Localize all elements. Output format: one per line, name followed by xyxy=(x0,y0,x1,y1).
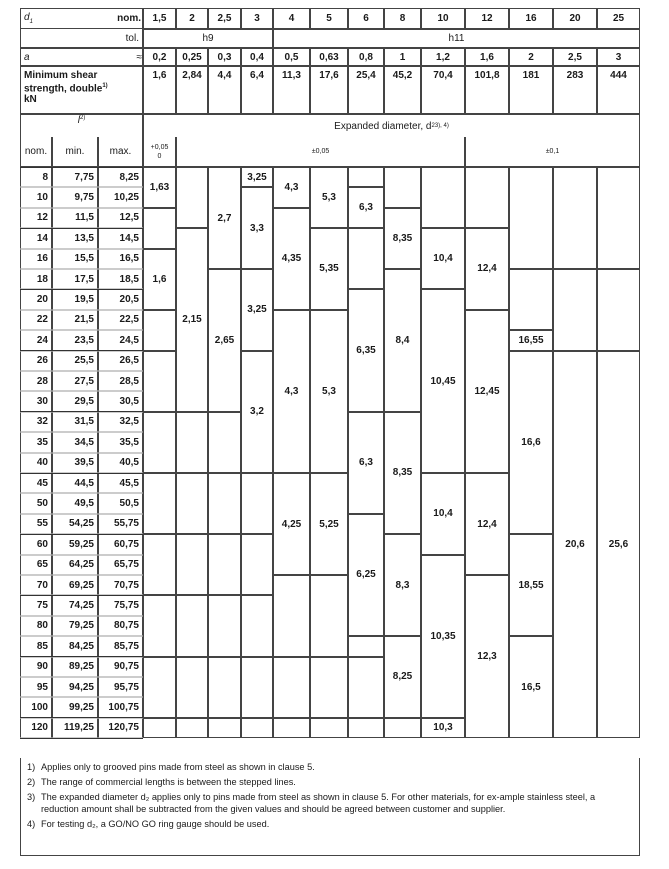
length-nom: 55 xyxy=(20,514,52,534)
shear-label xyxy=(20,66,143,114)
expanded-diameter-value xyxy=(310,657,348,718)
expanded-diameter-value xyxy=(208,534,241,595)
expanded-diameter-value xyxy=(597,269,640,351)
a-value: 2 xyxy=(509,48,553,66)
expanded-diameter-value: 4,25 xyxy=(273,473,310,575)
tolerance-h9: h9 xyxy=(143,29,273,48)
length-max: 60,75 xyxy=(98,534,143,554)
expanded-diameter-value xyxy=(208,657,241,718)
length-max: 8,25 xyxy=(98,167,143,187)
expanded-diameter-value: 10,4 xyxy=(421,473,465,555)
length-max: 24,5 xyxy=(98,330,143,350)
length-min: 94,25 xyxy=(52,677,98,697)
expanded-diameter-value: 1,63 xyxy=(143,167,176,208)
shear-value: 6,4 xyxy=(241,66,273,114)
a-value: 0,8 xyxy=(348,48,384,66)
d1-nom-value: 1,5 xyxy=(143,8,176,29)
length-max: 75,75 xyxy=(98,595,143,615)
length-min: 29,5 xyxy=(52,391,98,411)
expanded-diameter-value: 16,6 xyxy=(509,351,553,535)
length-nom: 85 xyxy=(20,636,52,656)
length-nom: 100 xyxy=(20,697,52,717)
length-nom: 75 xyxy=(20,595,52,615)
expanded-diameter-value xyxy=(553,167,597,269)
expanded-diameter-value: 3,25 xyxy=(241,269,273,351)
length-min: 13,5 xyxy=(52,228,98,248)
expanded-diameter-value xyxy=(348,228,384,289)
a-value: 0,5 xyxy=(273,48,310,66)
length-max: 20,5 xyxy=(98,289,143,309)
footnote-1 xyxy=(27,761,633,773)
length-max: 120,75 xyxy=(98,718,143,738)
row-group-divider xyxy=(20,289,143,290)
expanded-diameter-value: 20,6 xyxy=(553,351,597,739)
shear-footnote-ref: 1) xyxy=(102,83,108,89)
d1-nom-value: 2 xyxy=(176,8,208,29)
d1-nom-value: 8 xyxy=(384,8,421,29)
a-value: 1,2 xyxy=(421,48,465,66)
shear-value: 2,84 xyxy=(176,66,208,114)
expanded-label: Expanded diameter, d xyxy=(334,120,432,132)
expanded-diameter-value: 6,35 xyxy=(348,289,384,411)
d1-subscript: 1 xyxy=(29,19,33,25)
length-min: 99,25 xyxy=(52,697,98,717)
length-min: 74,25 xyxy=(52,595,98,615)
expanded-diameter-value xyxy=(176,657,208,718)
length-min: 59,25 xyxy=(52,534,98,554)
tol-label: tol. xyxy=(20,29,143,48)
a-value: 3 xyxy=(597,48,640,66)
length-col-header: min. xyxy=(52,137,98,167)
length-max: 10,25 xyxy=(98,187,143,207)
expanded-diameter-value xyxy=(208,595,241,656)
expanded-diameter-value: 1,6 xyxy=(143,249,176,310)
length-max: 35,5 xyxy=(98,432,143,452)
shear-value: 181 xyxy=(509,66,553,114)
expanded-diameter-value xyxy=(273,575,310,657)
expanded-diameter-value xyxy=(176,718,208,738)
d1-nom-value: 2,5 xyxy=(208,8,241,29)
footnote-2 xyxy=(27,776,633,788)
length-nom: 24 xyxy=(20,330,52,350)
a-value: 0,25 xyxy=(176,48,208,66)
length-nom: 26 xyxy=(20,351,52,371)
expanded-diameter-value xyxy=(310,718,348,738)
length-nom: 35 xyxy=(20,432,52,452)
expanded-diameter-value xyxy=(143,657,176,718)
expanded-diameter-value: 6,3 xyxy=(348,187,384,228)
expanded-diameter-value: 10,45 xyxy=(421,289,465,473)
length-min: 15,5 xyxy=(52,249,98,269)
length-nom: 30 xyxy=(20,391,52,411)
expanded-diameter-value xyxy=(384,718,421,738)
tolerance-lower: 0 xyxy=(157,152,162,160)
d1-nom-value: 6 xyxy=(348,8,384,29)
expanded-diameter-value xyxy=(176,473,208,534)
tolerance-upper: +0,05 xyxy=(150,143,169,151)
expanded-diameter-value: 16,5 xyxy=(509,636,553,738)
length-nom: 12 xyxy=(20,208,52,228)
a-value: 1,6 xyxy=(465,48,509,66)
length-max: 16,5 xyxy=(98,249,143,269)
length-max: 80,75 xyxy=(98,616,143,636)
expanded-diameter-value: 12,4 xyxy=(465,228,509,310)
row-group-divider xyxy=(20,656,143,657)
expanded-tolerance-1 xyxy=(143,137,176,167)
length-min: 64,25 xyxy=(52,555,98,575)
length-header xyxy=(20,114,143,137)
length-max: 50,5 xyxy=(98,493,143,513)
length-max: 30,5 xyxy=(98,391,143,411)
length-max: 55,75 xyxy=(98,514,143,534)
expanded-diameter-value: 25,6 xyxy=(597,351,640,739)
footnote-text: For testing d₂, a GO/NO GO ring gauge should be used. xyxy=(41,819,270,829)
length-max: 14,5 xyxy=(98,228,143,248)
expanded-diameter-value: 10,35 xyxy=(421,555,465,718)
shear-text-main: Minimum shear strength, double xyxy=(24,70,103,95)
a-value: 2,5 xyxy=(553,48,597,66)
expanded-diameter-value xyxy=(509,167,553,269)
expanded-diameter-value xyxy=(143,718,176,738)
expanded-diameter-value xyxy=(597,167,640,269)
length-max: 12,5 xyxy=(98,208,143,228)
length-min: 89,25 xyxy=(52,657,98,677)
length-min: 31,5 xyxy=(52,412,98,432)
length-max: 28,5 xyxy=(98,371,143,391)
length-min: 119,25 xyxy=(52,718,98,738)
expanded-diameter-value xyxy=(241,657,273,718)
footnote-number: 4) xyxy=(27,819,36,829)
expanded-subscript: 2 xyxy=(431,123,435,129)
expanded-diameter-value xyxy=(241,473,273,534)
d1-nom-value: 5 xyxy=(310,8,348,29)
length-min: 27,5 xyxy=(52,371,98,391)
expanded-diameter-value: 6,3 xyxy=(348,412,384,514)
row-group-divider xyxy=(20,738,143,739)
length-max: 18,5 xyxy=(98,269,143,289)
expanded-diameter-value: 2,15 xyxy=(176,228,208,412)
expanded-diameter-value xyxy=(241,534,273,595)
length-nom: 20 xyxy=(20,289,52,309)
expanded-diameter-value xyxy=(143,595,176,656)
length-nom: 60 xyxy=(20,534,52,554)
footnote-text: The range of commercial lengths is between the stepped lines. xyxy=(41,777,296,787)
expanded-diameter-value xyxy=(509,269,553,330)
expanded-diameter-value xyxy=(348,167,384,187)
shear-value: 101,8 xyxy=(465,66,509,114)
expanded-diameter-value xyxy=(208,412,241,473)
length-nom: 65 xyxy=(20,555,52,575)
expanded-diameter-value xyxy=(176,595,208,656)
length-min: 44,5 xyxy=(52,473,98,493)
footnote-4 xyxy=(27,818,633,830)
a-label xyxy=(20,48,143,66)
nom-label: nom. xyxy=(117,13,141,24)
expanded-diameter-value: 4,3 xyxy=(273,310,310,473)
expanded-diameter-value xyxy=(421,167,465,228)
expanded-diameter-value: 18,55 xyxy=(509,534,553,636)
a-value: 0,2 xyxy=(143,48,176,66)
length-symbol: l xyxy=(77,115,80,126)
length-nom: 70 xyxy=(20,575,52,595)
length-max: 90,75 xyxy=(98,657,143,677)
length-min: 49,5 xyxy=(52,493,98,513)
length-nom: 28 xyxy=(20,371,52,391)
expanded-diameter-value: 5,3 xyxy=(310,167,348,228)
tolerance-upper: ±0,05 xyxy=(311,148,330,155)
expanded-diameter-value: 2,65 xyxy=(208,269,241,412)
expanded-diameter-value xyxy=(176,412,208,473)
row-group-divider xyxy=(20,717,143,718)
expanded-tolerance-2 xyxy=(176,137,465,167)
expanded-diameter-value xyxy=(553,269,597,351)
length-nom: 10 xyxy=(20,187,52,207)
expanded-diameter-value xyxy=(348,657,384,718)
a-value: 0,4 xyxy=(241,48,273,66)
expanded-diameter-value: 8,4 xyxy=(384,269,421,412)
length-min: 7,75 xyxy=(52,167,98,187)
a-symbol: a xyxy=(24,51,30,63)
footnote-text: The expanded diameter d₂ applies only to pins made from steel as shown in clause 5. For other materials, for ex-ample stainless steel, a reduction amount shall be subtracted from the given values and should be agreed between customer and supplier. xyxy=(41,792,596,814)
expanded-diameter-value: 3,25 xyxy=(241,167,273,187)
expanded-diameter-value xyxy=(348,636,384,656)
length-nom: 80 xyxy=(20,616,52,636)
expanded-diameter-value xyxy=(273,657,310,718)
length-min: 34,5 xyxy=(52,432,98,452)
expanded-diameter-value xyxy=(465,167,509,228)
expanded-footnote-ref: 3), 4) xyxy=(434,123,449,129)
length-min: 79,25 xyxy=(52,616,98,636)
expanded-diameter-header xyxy=(143,114,640,137)
d1-nom-value: 16 xyxy=(509,8,553,29)
length-nom: 32 xyxy=(20,412,52,432)
d1-nom-value: 10 xyxy=(421,8,465,29)
expanded-tolerance-3 xyxy=(465,137,640,167)
d1-nom-value: 4 xyxy=(273,8,310,29)
d1-nom-value: 12 xyxy=(465,8,509,29)
expanded-diameter-value xyxy=(176,534,208,595)
shear-value: 283 xyxy=(553,66,597,114)
expanded-diameter-value: 10,4 xyxy=(421,228,465,289)
length-nom: 16 xyxy=(20,249,52,269)
expanded-diameter-value xyxy=(241,595,273,656)
length-nom: 50 xyxy=(20,493,52,513)
expanded-diameter-value: 16,55 xyxy=(509,330,553,350)
d1-letter: d xyxy=(24,12,30,23)
expanded-diameter-value xyxy=(208,473,241,534)
expanded-diameter-value xyxy=(143,412,176,473)
shear-text xyxy=(24,70,142,94)
expanded-diameter-value: 5,35 xyxy=(310,228,348,310)
row-group-divider xyxy=(20,534,143,535)
length-min: 19,5 xyxy=(52,289,98,309)
a-value: 1 xyxy=(384,48,421,66)
a-value: 0,3 xyxy=(208,48,241,66)
length-nom: 14 xyxy=(20,228,52,248)
approx-symbol: ≈ xyxy=(136,51,142,63)
length-col-header: nom. xyxy=(20,137,52,167)
row-group-divider xyxy=(20,411,143,412)
length-footnote-ref: 2) xyxy=(79,115,86,121)
length-min: 54,25 xyxy=(52,514,98,534)
length-min: 9,75 xyxy=(52,187,98,207)
footnote-number: 1) xyxy=(27,762,36,772)
footnote-text: Applies only to grooved pins made from steel as shown in clause 5. xyxy=(41,762,315,772)
length-max: 45,5 xyxy=(98,473,143,493)
expanded-diameter-value xyxy=(143,208,176,249)
expanded-diameter-value xyxy=(384,167,421,208)
expanded-diameter-value xyxy=(143,534,176,595)
expanded-diameter-value: 3,2 xyxy=(241,351,273,473)
length-nom: 18 xyxy=(20,269,52,289)
expanded-diameter-value: 8,35 xyxy=(384,208,421,269)
length-min: 84,25 xyxy=(52,636,98,656)
expanded-diameter-value: 12,45 xyxy=(465,310,509,473)
expanded-diameter-value: 3,3 xyxy=(241,187,273,269)
shear-value: 11,3 xyxy=(273,66,310,114)
length-nom: 120 xyxy=(20,718,52,738)
shear-value: 17,6 xyxy=(310,66,348,114)
expanded-diameter-value: 4,35 xyxy=(273,208,310,310)
expanded-diameter-value: 2,7 xyxy=(208,167,241,269)
expanded-diameter-value: 12,4 xyxy=(465,473,509,575)
expanded-diameter-value xyxy=(208,718,241,738)
shear-value: 25,4 xyxy=(348,66,384,114)
expanded-diameter-value xyxy=(241,718,273,738)
shear-unit: kN xyxy=(24,94,37,106)
row-group-divider xyxy=(20,595,143,596)
expanded-diameter-value xyxy=(143,310,176,351)
length-max: 40,5 xyxy=(98,453,143,473)
d1-nom-value: 20 xyxy=(553,8,597,29)
d1-nom-label xyxy=(20,8,143,29)
length-max: 22,5 xyxy=(98,310,143,330)
footnote-number: 3) xyxy=(27,792,36,802)
length-nom: 8 xyxy=(20,167,52,187)
expanded-diameter-value: 8,25 xyxy=(384,636,421,718)
expanded-diameter-value: 8,35 xyxy=(384,412,421,534)
length-max: 32,5 xyxy=(98,412,143,432)
expanded-diameter-value: 10,3 xyxy=(421,718,465,738)
footnotes xyxy=(20,758,640,856)
row-group-divider xyxy=(20,350,143,351)
expanded-diameter-value: 6,25 xyxy=(348,514,384,636)
shear-value: 70,4 xyxy=(421,66,465,114)
expanded-diameter-value xyxy=(176,167,208,228)
length-nom: 90 xyxy=(20,657,52,677)
length-min: 25,5 xyxy=(52,351,98,371)
expanded-diameter-value xyxy=(310,575,348,657)
length-min: 23,5 xyxy=(52,330,98,350)
shear-value: 4,4 xyxy=(208,66,241,114)
expanded-diameter-value: 4,3 xyxy=(273,167,310,208)
d1-symbol xyxy=(24,12,33,25)
length-nom: 45 xyxy=(20,473,52,493)
row-group-divider xyxy=(20,228,143,229)
tolerance-h11: h11 xyxy=(273,29,640,48)
expanded-diameter-value: 12,3 xyxy=(465,575,509,738)
length-nom: 22 xyxy=(20,310,52,330)
length-min: 17,5 xyxy=(52,269,98,289)
row-group-divider xyxy=(20,473,143,474)
expanded-diameter-value xyxy=(143,351,176,412)
length-max: 65,75 xyxy=(98,555,143,575)
d1-nom-value: 3 xyxy=(241,8,273,29)
length-min: 39,5 xyxy=(52,453,98,473)
length-nom: 40 xyxy=(20,453,52,473)
shear-value: 1,6 xyxy=(143,66,176,114)
length-min: 69,25 xyxy=(52,575,98,595)
expanded-diameter-value: 8,3 xyxy=(384,534,421,636)
shear-value: 45,2 xyxy=(384,66,421,114)
length-max: 26,5 xyxy=(98,351,143,371)
d1-nom-value: 25 xyxy=(597,8,640,29)
length-min: 11,5 xyxy=(52,208,98,228)
expanded-diameter-value: 5,25 xyxy=(310,473,348,575)
footnote-3 xyxy=(27,791,633,815)
a-value: 0,63 xyxy=(310,48,348,66)
length-max: 100,75 xyxy=(98,697,143,717)
expanded-diameter-value: 5,3 xyxy=(310,310,348,473)
shear-value: 444 xyxy=(597,66,640,114)
expanded-diameter-value xyxy=(348,718,384,738)
length-max: 95,75 xyxy=(98,677,143,697)
expanded-diameter-value xyxy=(273,718,310,738)
length-min: 21,5 xyxy=(52,310,98,330)
expanded-diameter-value xyxy=(143,473,176,534)
length-nom: 95 xyxy=(20,677,52,697)
row-group-divider xyxy=(20,167,143,168)
length-col-header: max. xyxy=(98,137,143,167)
footnote-number: 2) xyxy=(27,777,36,787)
length-max: 70,75 xyxy=(98,575,143,595)
tolerance-upper: ±0,1 xyxy=(545,148,560,155)
length-max: 85,75 xyxy=(98,636,143,656)
